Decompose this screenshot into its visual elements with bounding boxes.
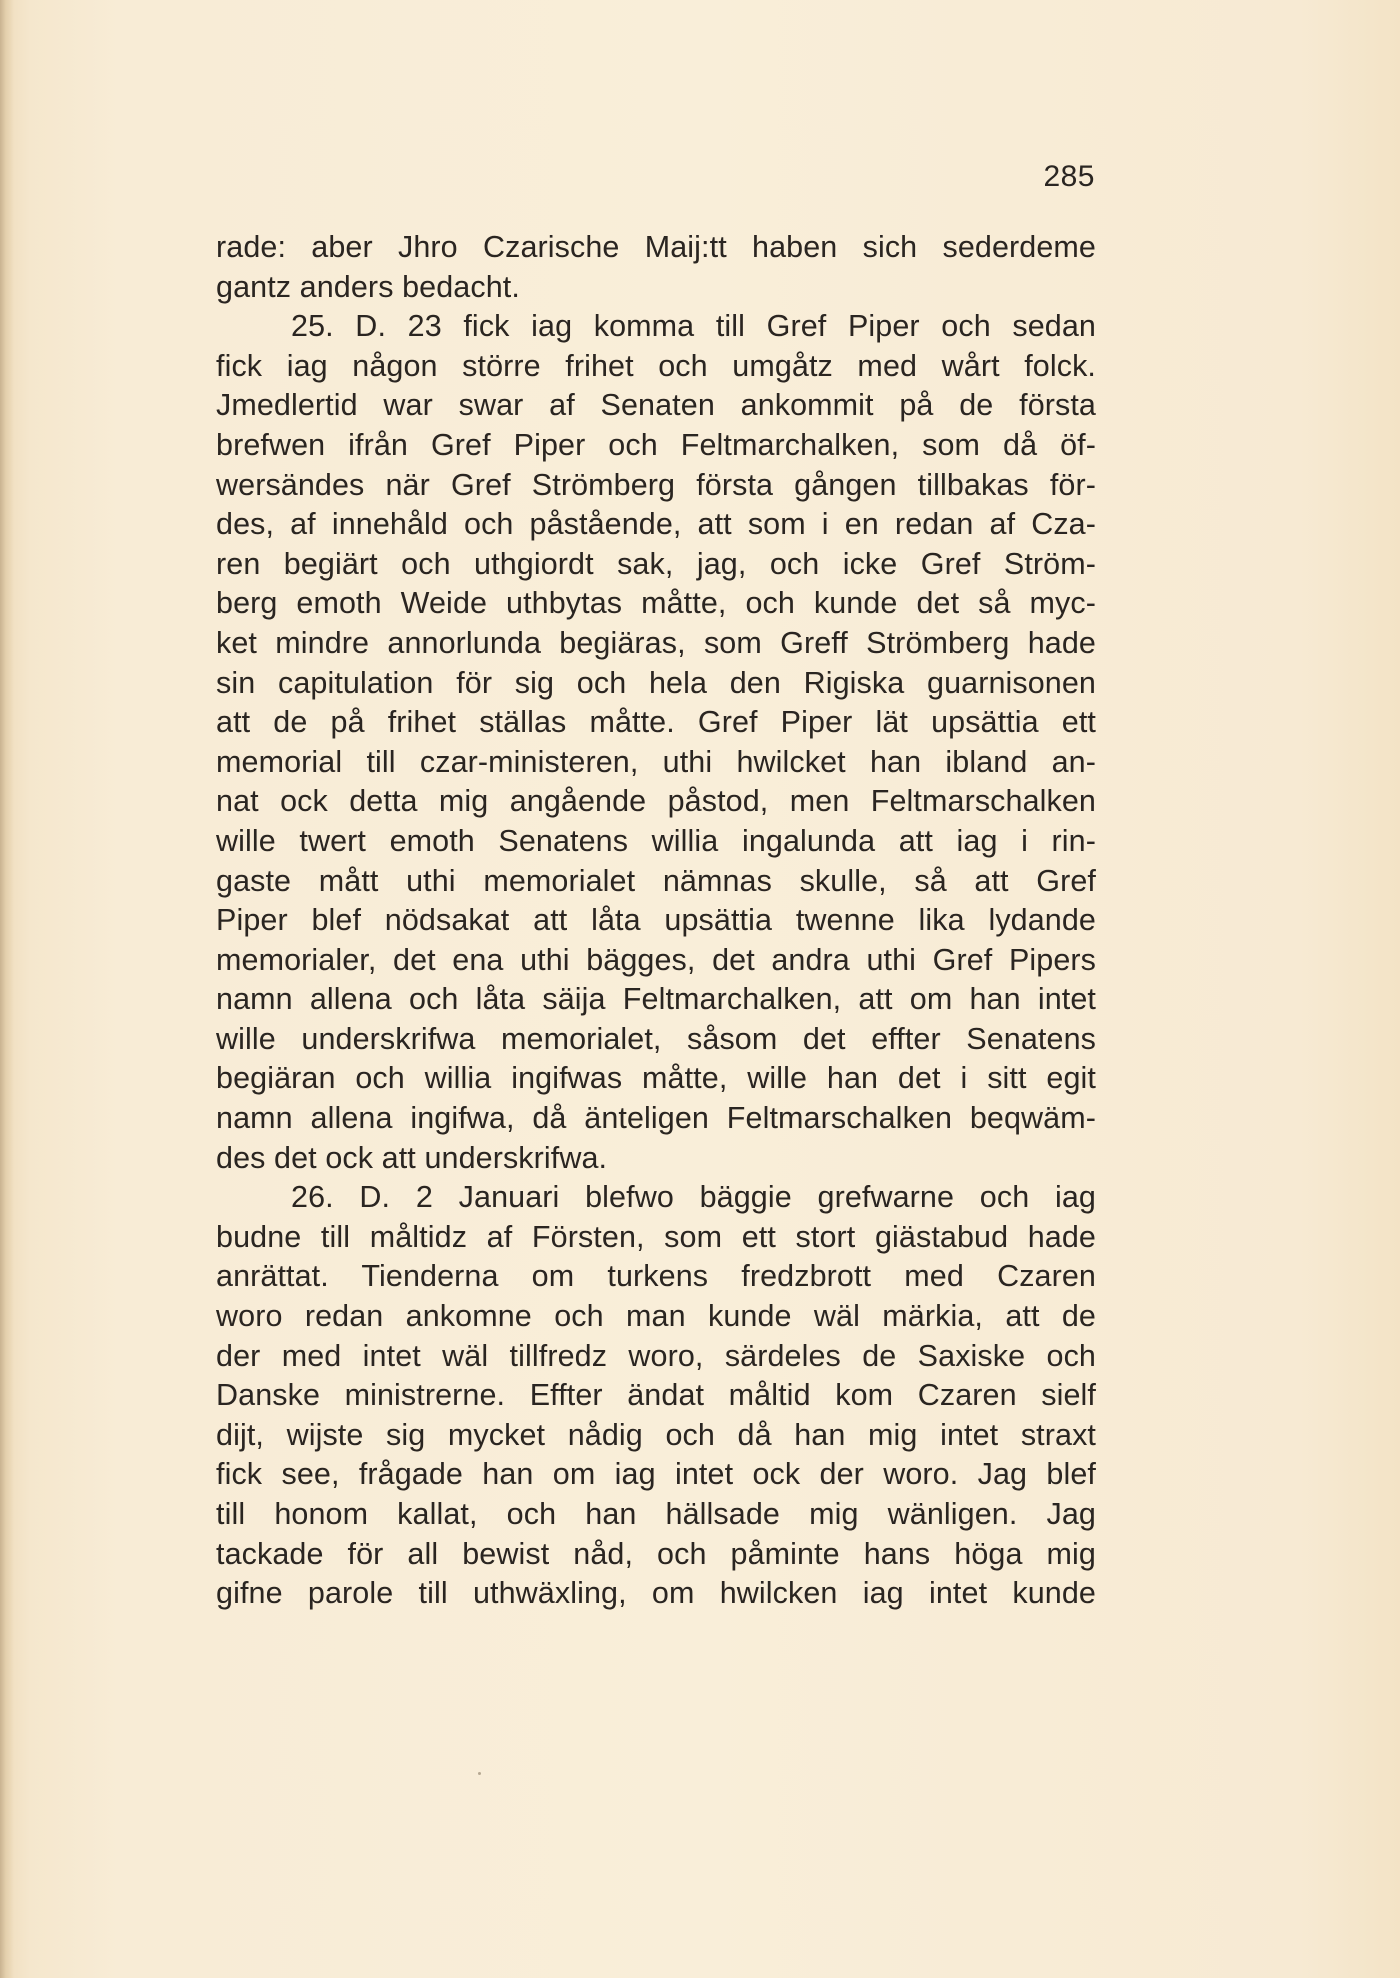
text-line: berg emoth Weide uthbytas måtte, och kunde det så myc- (216, 586, 1096, 621)
text-line: gaste mått uthi memorialet nämnas skulle, så att Gref (216, 863, 1096, 898)
text-line: wersändes när Gref Strömberg första gången tillbakas för- (216, 467, 1096, 502)
text-line: gifne parole till uthwäxling, om hwilcken iag intet kunde (216, 1576, 1096, 1611)
text-line: sin capitulation för sig och hela den Rigiska guarnisonen (216, 665, 1096, 700)
text-line: nat ock detta mig angående påstod, men Feltmarschalken (216, 784, 1096, 819)
paper-speck (478, 1772, 481, 1775)
text-line: des det ock att underskrifwa. (216, 1140, 608, 1175)
text-line: 25. D. 23 fick iag komma till Gref Piper och sedan (291, 309, 1096, 344)
text-line: tackade för all bewist nåd, och påminte hans höga mig (216, 1536, 1096, 1571)
text-line: ket mindre annorlunda begiäras, som Greff Strömberg hade (216, 625, 1096, 660)
text-line: fick iag någon större frihet och umgåtz med wårt folck. (216, 348, 1096, 383)
text-line: woro redan ankomne och man kunde wäl märkia, att de (216, 1299, 1096, 1334)
text-line: anrättat. Tienderna om turkens fredzbrott med Czaren (216, 1259, 1096, 1294)
text-line: till honom kallat, och han hällsade mig wänligen. Jag (216, 1497, 1096, 1531)
text-line: Piper blef nödsakat att låta upsättia twenne lika lydande (216, 903, 1096, 938)
text-line: namn allena och låta säija Feltmarchalken, att om han intet (216, 982, 1096, 1017)
text-line: wille underskrifwa memorialet, såsom det effter Senatens (216, 1021, 1096, 1056)
text-line: 26. D. 2 Januari blefwo bäggie grefwarne och iag (291, 1180, 1096, 1215)
text-line: rade: aber Jhro Czarische Maij:tt haben sich sederdeme (216, 230, 1096, 264)
text-line: memorial till czar-ministeren, uthi hwilcket han ibland an- (216, 744, 1096, 779)
text-line: brefwen ifrån Gref Piper och Feltmarchalken, som då öf- (216, 427, 1096, 462)
text-line: gantz anders bedacht. (216, 269, 520, 304)
text-line: namn allena ingifwa, då änteligen Feltmarschalken beqwäm- (216, 1101, 1096, 1136)
text-line: memorialer, det ena uthi bägges, det andra uthi Gref Pipers (216, 942, 1096, 977)
page-number: 285 (1043, 160, 1095, 193)
text-line: fick see, frågade han om iag intet ock der woro. Jag blef (216, 1457, 1096, 1492)
text-line: dijt, wijste sig mycket nådig och då han mig intet straxt (216, 1417, 1096, 1452)
text-line: der med intet wäl tillfredz woro, särdeles de Saxiske och (216, 1338, 1096, 1373)
text-line: ren begiärt och uthgiordt sak, jag, och icke Gref Ström- (216, 546, 1096, 581)
text-line: begiäran och willia ingifwas måtte, wille han det i sitt egit (216, 1061, 1096, 1096)
text-line: wille twert emoth Senatens willia ingalunda att iag i rin- (216, 823, 1096, 858)
body-text (216, 228, 1096, 1614)
text-line: Danske ministrerne. Effter ändat måltid kom Czaren sielf (216, 1378, 1096, 1413)
text-line: att de på frihet ställas måtte. Gref Piper lät upsättia ett (216, 705, 1096, 740)
text-line: Jmedlertid war swar af Senaten ankommit på de första (216, 388, 1096, 423)
text-line: budne till måltidz af Försten, som ett stort giästabud hade (216, 1219, 1096, 1254)
page-edge-shadow (0, 0, 14, 1978)
text-line: des, af innehåld och påstående, att som i en redan af Cza- (216, 507, 1096, 542)
